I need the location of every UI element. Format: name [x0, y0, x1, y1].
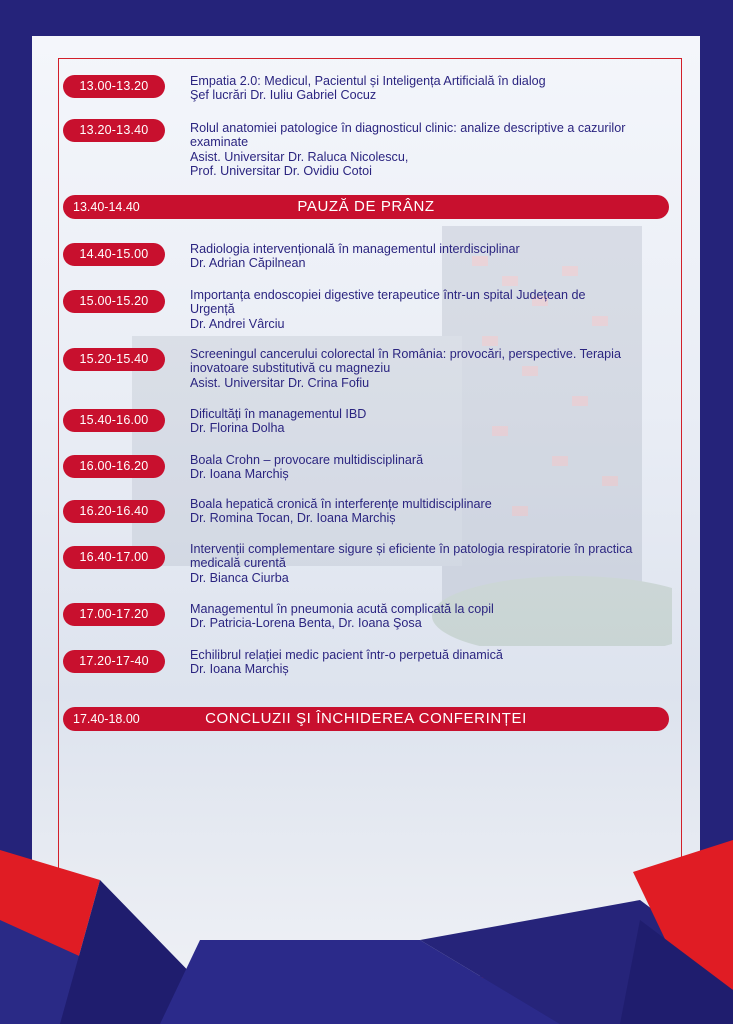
- talk-speakers: Dr. Andrei Vârciu: [190, 316, 285, 331]
- talk-speakers: Dr. Patricia-Lorena Benta, Dr. Ioana Şosa: [190, 616, 422, 631]
- talk-title: Intervenții complementare sigure și eficiente în patologia respiratorie în practica medicală curentă: [190, 542, 633, 571]
- time-badge: 15.00-15.20: [63, 290, 165, 313]
- talk-speakers: Asist. Universitar Dr. Raluca Nicolescu,: [190, 149, 409, 164]
- time-badge: 15.20-15.40: [63, 348, 165, 371]
- time-badge: 16.40-17.00: [63, 546, 165, 569]
- talk-entry: [190, 288, 610, 331]
- time-badge: 13.20-13.40: [63, 119, 165, 142]
- time-badge: 14.40-15.00: [63, 243, 165, 266]
- closing-label: CONCLUZII ŞI ÎNCHIDEREA CONFERINȚEI: [205, 710, 527, 727]
- talk-entry: [190, 542, 680, 585]
- talk-title: Empatia 2.0: Medicul, Pacientul și Inteligența Artificială în dialog: [190, 74, 546, 88]
- talk-entry: [190, 648, 680, 677]
- time-badge: 16.20-16.40: [63, 500, 165, 523]
- talk-speakers: Dr. Ioana Marchiș: [190, 662, 289, 677]
- talk-title: Dificultăți în managementul IBD: [190, 407, 367, 421]
- talk-entry: [190, 407, 680, 436]
- time-badge: 17.00-17.20: [63, 603, 165, 626]
- talk-speakers: Şef lucrări Dr. Iuliu Gabriel Cocuz: [190, 88, 377, 103]
- talk-speakers: Prof. Universitar Dr. Ovidiu Cotoi: [190, 164, 372, 179]
- talk-speakers: Asist. Universitar Dr. Crina Fofiu: [190, 375, 370, 390]
- talk-speakers: Dr. Florina Dolha: [190, 421, 285, 436]
- talk-speakers: Dr. Ioana Marchiș: [190, 467, 289, 482]
- closing-bar: [63, 707, 669, 731]
- talk-speakers: Dr. Bianca Ciurba: [190, 570, 289, 585]
- break-time: 13.40-14.40: [73, 200, 140, 214]
- lunch-break-bar: [63, 195, 669, 219]
- talk-title: Boala hepatică cronică în interferențe multidisciplinare: [190, 497, 492, 511]
- talk-entry: [190, 453, 680, 482]
- talk-entry: [190, 602, 680, 631]
- break-label: PAUZĂ DE PRÂNZ: [297, 198, 435, 215]
- talk-title: Boala Crohn – provocare multidisciplinară: [190, 453, 424, 467]
- talk-entry: [190, 74, 680, 103]
- talk-title: Echilibrul relației medic pacient într-o perpetuă dinamică: [190, 648, 503, 662]
- time-badge: 13.00-13.20: [63, 75, 165, 98]
- time-badge: 16.00-16.20: [63, 455, 165, 478]
- talk-entry: [190, 121, 680, 179]
- talk-speakers: Dr. Romina Tocan, Dr. Ioana Marchiș: [190, 511, 396, 526]
- talk-entry: [190, 242, 680, 271]
- talk-title: Managementul în pneumonia acută complicată la copil: [190, 602, 494, 616]
- talk-title: Importanța endoscopiei digestive terapeutice într-un spital Județean de Urgență: [190, 288, 586, 317]
- talk-title: Rolul anatomiei patologice în diagnosticul clinic: analize descriptive a cazurilor examinate: [190, 121, 626, 150]
- talk-entry: [190, 497, 680, 526]
- talk-title: Radiologia intervențională în managementul interdisciplinar: [190, 242, 520, 256]
- talk-title: Screeningul cancerului colorectal în România: provocări, perspective. Terapia inovatoare substitutivă cu magneziu: [190, 347, 621, 376]
- time-badge: 15.40-16.00: [63, 409, 165, 432]
- time-badge: 17.20-17-40: [63, 650, 165, 673]
- bottom-decoration: [0, 840, 733, 1024]
- closing-time: 17.40-18.00: [73, 712, 140, 726]
- talk-speakers: Dr. Adrian Căpilnean: [190, 256, 306, 271]
- talk-entry: [190, 347, 680, 390]
